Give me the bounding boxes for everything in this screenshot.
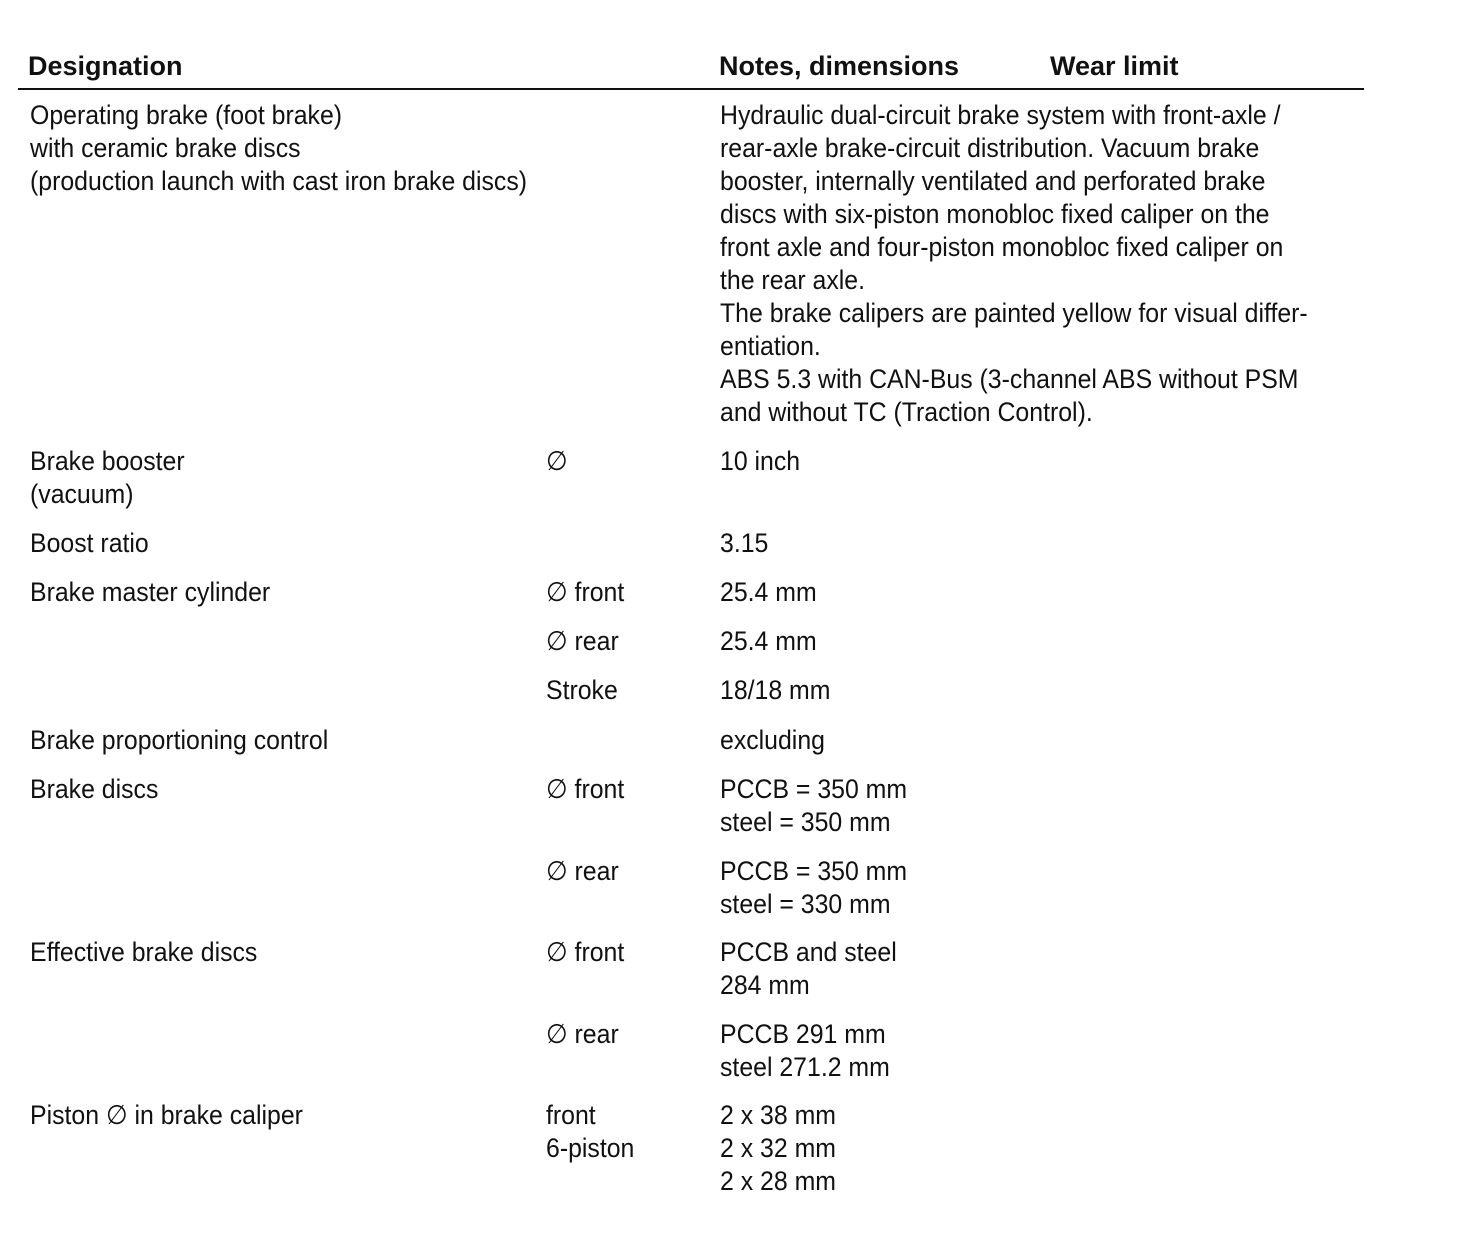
effective-rear-line: PCCB 291 mm: [720, 1019, 886, 1049]
discs-rear-line: PCCB = 350 mm: [720, 856, 908, 886]
master-cylinder-front-value: 25.4 mm: [720, 577, 817, 607]
proportioning-value: excluding: [720, 725, 825, 755]
effective-discs-rear-label: ∅ rear: [546, 1019, 619, 1049]
master-cylinder-stroke-label: Stroke: [546, 675, 618, 705]
discs-front-label: ∅ front: [546, 774, 625, 804]
discs-rear-line: steel = 330 mm: [720, 889, 891, 919]
booster-designation: [30, 445, 185, 511]
piston-designation: Piston ∅ in brake caliper: [30, 1100, 303, 1130]
operating-notes-line: rear-axle brake-circuit distribution. Vacuum brake: [720, 133, 1260, 163]
operating-brake-notes: [720, 99, 1308, 429]
operating-notes-line: The brake calipers are painted yellow for visual differ-: [720, 298, 1308, 328]
effective-discs-rear-value: [720, 1018, 890, 1084]
discs-front-value: [720, 773, 907, 839]
effective-discs-front-label: ∅ front: [546, 937, 625, 967]
booster-desig-line: Brake booster: [30, 446, 185, 476]
discs-front-line: PCCB = 350 mm: [720, 774, 908, 804]
operating-notes-line: discs with six-piston monobloc fixed caliper on the: [720, 199, 1270, 229]
booster-sub: ∅: [546, 446, 568, 476]
header-divider: [18, 88, 1364, 90]
effective-discs-designation: Effective brake discs: [30, 937, 258, 967]
effective-discs-front-value: [720, 936, 897, 1002]
discs-rear-value: [720, 855, 907, 921]
piston-values: [720, 1099, 836, 1198]
master-cylinder-front-label: ∅ front: [546, 577, 625, 607]
booster-desig-line: (vacuum): [30, 479, 134, 509]
master-cylinder-stroke-value: 18/18 mm: [720, 675, 831, 705]
master-cylinder-rear-label: ∅ rear: [546, 626, 619, 656]
master-cylinder-rear-value: 25.4 mm: [720, 626, 817, 656]
effective-front-line: PCCB and steel: [720, 937, 897, 967]
operating-notes-line: ABS 5.3 with CAN-Bus (3-channel ABS without PSM: [720, 364, 1299, 394]
operating-notes-line: Hydraulic dual-circuit brake system with front-axle /: [720, 100, 1281, 130]
operating-notes-line: and without TC (Traction Control).: [720, 397, 1093, 427]
operating-notes-line: entiation.: [720, 331, 821, 361]
piston-sub: [546, 1099, 634, 1165]
operating-notes-line: the rear axle.: [720, 265, 865, 295]
discs-front-line: steel = 350 mm: [720, 807, 891, 837]
master-cylinder-designation: Brake master cylinder: [30, 577, 271, 607]
notes-heading: Notes, dimensions: [719, 51, 960, 81]
piston-value-line: 2 x 28 mm: [720, 1166, 836, 1196]
operating-notes-line: booster, internally ventilated and perforated brake: [720, 166, 1266, 196]
piston-value-line: 2 x 38 mm: [720, 1100, 836, 1130]
table-header: [0, 48, 1472, 84]
discs-designation: Brake discs: [30, 774, 159, 804]
boost-ratio-designation: Boost ratio: [30, 528, 149, 558]
operating-desig-line: Operating brake (foot brake): [30, 100, 343, 130]
piston-value-line: 2 x 32 mm: [720, 1133, 836, 1163]
operating-brake-designation: [30, 99, 527, 198]
discs-rear-label: ∅ rear: [546, 856, 619, 886]
piston-sub-line: 6-piston: [546, 1133, 635, 1163]
booster-value: 10 inch: [720, 446, 801, 476]
designation-heading: Designation: [28, 51, 183, 81]
boost-ratio-value: 3.15: [720, 528, 769, 558]
operating-desig-line: with ceramic brake discs: [30, 133, 301, 163]
operating-notes-line: front axle and four-piston monobloc fixed caliper on: [720, 232, 1284, 262]
operating-desig-line: (production launch with cast iron brake discs): [30, 166, 528, 196]
effective-front-line: 284 mm: [720, 970, 810, 1000]
piston-sub-line: front: [546, 1100, 596, 1130]
effective-rear-line: steel 271.2 mm: [720, 1052, 890, 1082]
wear-limit-heading: Wear limit: [1050, 51, 1179, 81]
proportioning-designation: Brake proportioning control: [30, 725, 329, 755]
